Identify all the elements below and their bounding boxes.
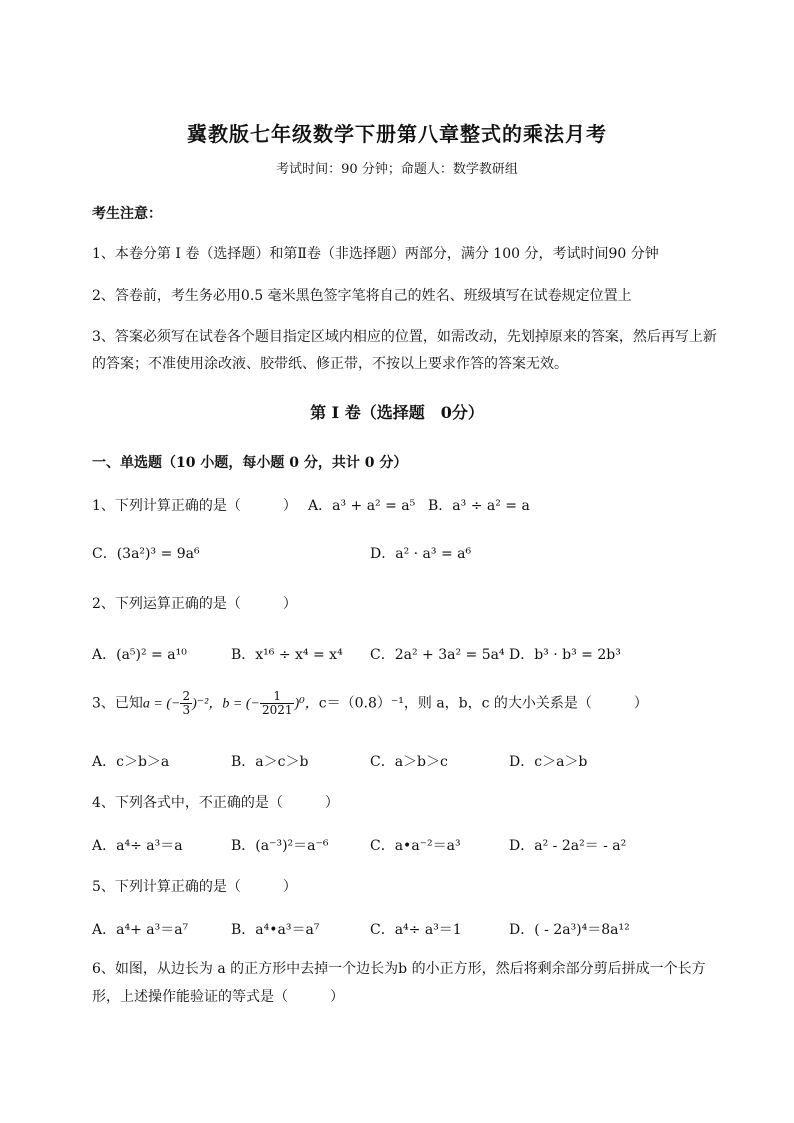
question-5-option-c: C．a⁴÷ a³＝1 xyxy=(370,922,462,938)
question-4-option-b: B．(a⁻³)²＝a⁻⁶ xyxy=(231,838,329,854)
question-3-option-a: A．c＞b＞a xyxy=(92,754,170,770)
question-3-option-c: C．a＞b＞c xyxy=(370,754,448,770)
question-3-stem xyxy=(92,690,648,717)
question-3-b-expr: b = (− xyxy=(222,696,260,712)
question-2-option-c: C．2a² + 3a² = 5a⁴ xyxy=(370,647,505,663)
notice-item: 1、本卷分第 I 卷（选择题）和第Ⅱ卷（非选择题）两部分，满分 100 分，考试时间90 分钟 xyxy=(92,246,659,262)
question-3-b-exp: )⁰， xyxy=(294,696,319,712)
question-1-stem: 1、下列计算正确的是（ ） xyxy=(92,498,297,514)
part-title: 一、单选题（10 小题，每小题 0 分，共计 0 分） xyxy=(92,455,408,471)
question-2-stem: 2、下列运算正确的是（ ） xyxy=(92,596,297,612)
question-5-option-b: B．a⁴•a³＝a⁷ xyxy=(231,922,320,938)
question-5-option-d: D．( - 2a³)⁴＝8a¹² xyxy=(509,922,630,938)
question-4-option-a: A．a⁴÷ a³＝a xyxy=(92,838,183,854)
exam-subtitle: 考试时间：90 分钟；命题人：数学教研组 xyxy=(276,162,518,177)
question-2-option-b: B．x¹⁶ ÷ x⁴ = x⁴ xyxy=(231,647,343,663)
question-6-stem: 6、如图，从边长为 a 的正方形中去掉一个边长为b 的小正方形，然后将剩余部分剪后拼成一个长方 xyxy=(92,961,706,977)
notice-item: 的答案；不准使用涂改液、胶带纸、修正带，不按以上要求作答的答案无效。 xyxy=(92,356,568,372)
question-3-suffix: c＝（0.8）⁻¹，则 a，b，c 的大小关系是（ ） xyxy=(318,695,648,712)
question-1-option-d: D．a² · a³ = a⁶ xyxy=(370,546,472,562)
question-3-prefix: 3、已知 xyxy=(92,695,143,712)
question-4-option-d: D．a² - 2a²＝ - a² xyxy=(509,838,627,854)
notice-item: 3、答案必须写在试卷各个题目指定区域内相应的位置，如需改动，先划掉原来的答案，然后再写上新 xyxy=(92,329,717,345)
page-title: 冀教版七年级数学下册第八章整式的乘法月考 xyxy=(187,122,607,146)
question-4-option-c: C．a•a⁻²＝a³ xyxy=(370,838,461,854)
notice-item: 2、答卷前，考生务必用0.5 毫米黑色签字笔将自己的姓名、班级填写在试卷规定位置上 xyxy=(92,288,632,304)
fraction-denominator: 3 xyxy=(182,703,191,717)
question-5-stem: 5、下列计算正确的是（ ） xyxy=(92,879,297,895)
question-3-a-expr: a = (− xyxy=(142,696,181,712)
question-3-option-d: D．c＞a＞b xyxy=(509,754,588,770)
question-1-option-c: C．(3a²)³ = 9a⁶ xyxy=(92,546,200,562)
question-6-stem-continued: 形，上述操作能验证的等式是（ ） xyxy=(92,989,344,1005)
question-3-a-fraction xyxy=(180,690,192,717)
question-1-option-b: B．a³ ÷ a² = a xyxy=(428,498,530,514)
section-title: 第 I 卷（选择题 0分） xyxy=(310,403,484,422)
question-1-option-a: A．a³ + a² = a⁵ xyxy=(308,498,416,514)
fraction-numerator: 1 xyxy=(260,690,295,704)
fraction-denominator: 2021 xyxy=(261,703,293,717)
fraction-numerator: 2 xyxy=(182,689,191,703)
notice-heading: 考生注意： xyxy=(92,206,162,222)
question-5-option-a: A．a⁴+ a³＝a⁷ xyxy=(92,922,189,938)
question-2-option-a: A．(a⁵)² = a¹⁰ xyxy=(92,647,187,663)
question-3-option-b: B．a＞c＞b xyxy=(231,754,309,770)
question-3-b-fraction xyxy=(260,690,295,717)
question-4-stem: 4、下列各式中，不正确的是（ ） xyxy=(92,795,339,811)
question-2-option-d: D．b³ · b³ = 2b³ xyxy=(509,647,621,663)
question-3-a-exp: )⁻²， xyxy=(192,696,223,712)
